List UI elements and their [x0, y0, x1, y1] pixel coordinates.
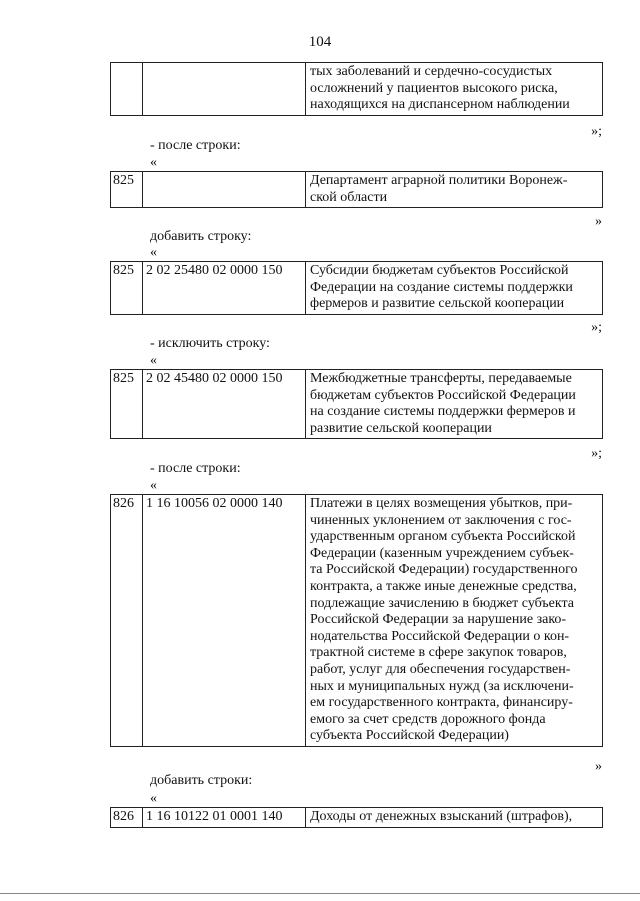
description-line: Федерации (казенным учреждением субъек- — [310, 545, 574, 561]
instruction-label: - исключить строку: — [150, 336, 270, 351]
budget-table — [110, 807, 603, 828]
admin-code-cell: 826 — [111, 808, 143, 828]
admin-code-cell: 825 — [111, 262, 143, 315]
closing-quote: »; — [591, 320, 602, 335]
admin-code-cell — [111, 63, 143, 116]
description-line: развитие сельской кооперации — [310, 420, 492, 436]
kbk-code-cell: 1 16 10122 01 0001 140 — [143, 808, 306, 828]
opening-quote: « — [150, 478, 157, 493]
description-line: Платежи в целях возмещения убытков, при- — [310, 496, 573, 511]
opening-quote: « — [150, 245, 157, 260]
description-cell — [306, 808, 603, 828]
page-edge-line — [0, 893, 640, 894]
description-line: та Российской Федерации) государственного — [310, 562, 578, 578]
budget-table — [110, 171, 603, 208]
admin-code-cell: 826 — [111, 495, 143, 747]
description-line: работ, услуг для обеспечения государствен- — [310, 661, 571, 677]
description-line: Департамент аграрной политики Воронеж- — [310, 173, 568, 188]
description-cell — [306, 63, 603, 116]
closing-quote: » — [595, 214, 602, 229]
budget-table-continuation — [110, 62, 603, 116]
instruction-label: добавить строки: — [150, 773, 253, 788]
description-line: Российской Федерации за нарушение зако- — [310, 612, 567, 628]
table-row — [111, 808, 603, 828]
description-line: бюджетам субъектов Российской Федерации — [310, 387, 576, 403]
table-row — [111, 495, 603, 747]
instruction-label: добавить строку: — [150, 229, 252, 244]
table-row — [111, 172, 603, 208]
kbk-code-cell: 2 02 25480 02 0000 150 — [143, 262, 306, 315]
opening-quote: « — [150, 155, 157, 170]
kbk-code-cell — [143, 63, 306, 116]
description-line: чиненных уклонением от заключения с гос- — [310, 512, 572, 528]
admin-code-cell: 825 — [111, 172, 143, 208]
instruction-label: - после строки: — [150, 461, 241, 476]
description-line: Федерации на создание системы поддержки — [310, 279, 573, 295]
description-cell — [306, 172, 603, 208]
description-line: Субсидии бюджетам субъектов Российской — [310, 263, 569, 278]
description-line: ных и муниципальных нужд (за исключени- — [310, 678, 574, 694]
description-line: Доходы от денежных взысканий (штрафов), — [310, 809, 573, 824]
description-cell — [306, 495, 603, 747]
description-line: нодательства Российской Федерации о кон- — [310, 628, 570, 644]
opening-quote: « — [150, 353, 157, 368]
table-row — [111, 370, 603, 439]
description-line: субъекта Российской Федерации) — [310, 728, 509, 744]
description-line: тых заболеваний и сердечно-сосудистых — [310, 64, 553, 79]
closing-quote: »; — [591, 124, 602, 139]
description-cell — [306, 370, 603, 439]
admin-code-cell: 825 — [111, 370, 143, 439]
kbk-code-cell — [143, 172, 306, 208]
description-line: на создание системы поддержки фермеров и — [310, 404, 576, 420]
budget-table — [110, 369, 603, 439]
description-line: ской области — [310, 189, 388, 205]
budget-table — [110, 494, 603, 747]
description-line: находящихся на диспансерном наблюдении — [310, 97, 570, 113]
opening-quote: « — [150, 791, 157, 806]
description-line: Межбюджетные трансферты, передаваемые — [310, 371, 572, 386]
budget-table — [110, 261, 603, 315]
instruction-label: - после строки: — [150, 138, 241, 153]
description-line: ударственным органом субъекта Российской — [310, 529, 576, 545]
page-number: 104 — [308, 34, 332, 50]
description-line: фермеров и развитие сельской кооперации — [310, 296, 565, 312]
table-row — [111, 262, 603, 315]
description-cell — [306, 262, 603, 315]
table-row — [111, 63, 603, 116]
kbk-code-cell: 1 16 10056 02 0000 140 — [143, 495, 306, 747]
description-line: подлежащие зачислению в бюджет субъекта — [310, 595, 574, 611]
description-line: трактной системе в сфере закупок товаров, — [310, 645, 567, 661]
description-line: емого за счет средств дорожного фонда — [310, 711, 546, 727]
closing-quote: » — [595, 759, 602, 774]
description-line: ем государственного контракта, финансиру- — [310, 695, 573, 711]
description-line: контракта, а также иные денежные средства, — [310, 578, 577, 594]
description-line: осложнений у пациентов высокого риска, — [310, 80, 558, 96]
closing-quote: »; — [591, 446, 602, 461]
kbk-code-cell: 2 02 45480 02 0000 150 — [143, 370, 306, 439]
